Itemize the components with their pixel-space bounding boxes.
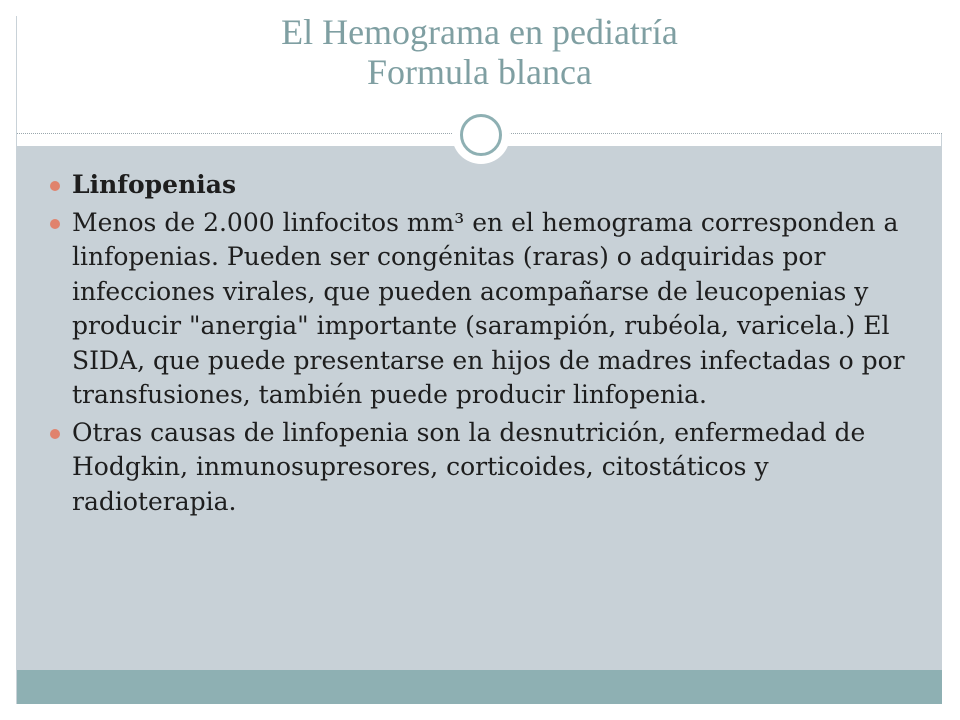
bullet-text: Otras causas de linfopenia son la desnutrición, enfermedad de Hodgkin, inmunosupresores, corticoides, citostáticos y radioterapia. [72, 417, 866, 516]
bullet-item-linfopenias [50, 168, 930, 203]
bullet-dot-icon [50, 429, 60, 439]
slide-title-line-2: Formula blanca [367, 52, 592, 92]
ring-icon [460, 114, 502, 156]
footer-band [17, 670, 942, 704]
bullet-text: Menos de 2.000 linfocitos mm³ en el hemograma corresponden a linfopenias. Pueden ser congénitas (raras) o adquiridas por infecciones virales, que pueden acompañarse de leucopenias y producir "anergia" importante (sarampión, rubéola, varicela.) El SIDA, que puede presentarse en hijos de madres infectadas o por transfusiones, también puede producir linfopenia. [72, 207, 905, 409]
circle-ornament-icon [452, 106, 510, 164]
bullet-dot-icon [50, 219, 60, 229]
bullet-item-other-causes [50, 416, 930, 520]
bullet-text: Linfopenias [72, 170, 237, 199]
slide-title [17, 12, 942, 92]
bullet-list [50, 168, 930, 522]
bullet-item-definition [50, 206, 930, 413]
slide-title-line-1: El Hemograma en pediatría [281, 12, 678, 52]
bullet-dot-icon [50, 181, 60, 191]
